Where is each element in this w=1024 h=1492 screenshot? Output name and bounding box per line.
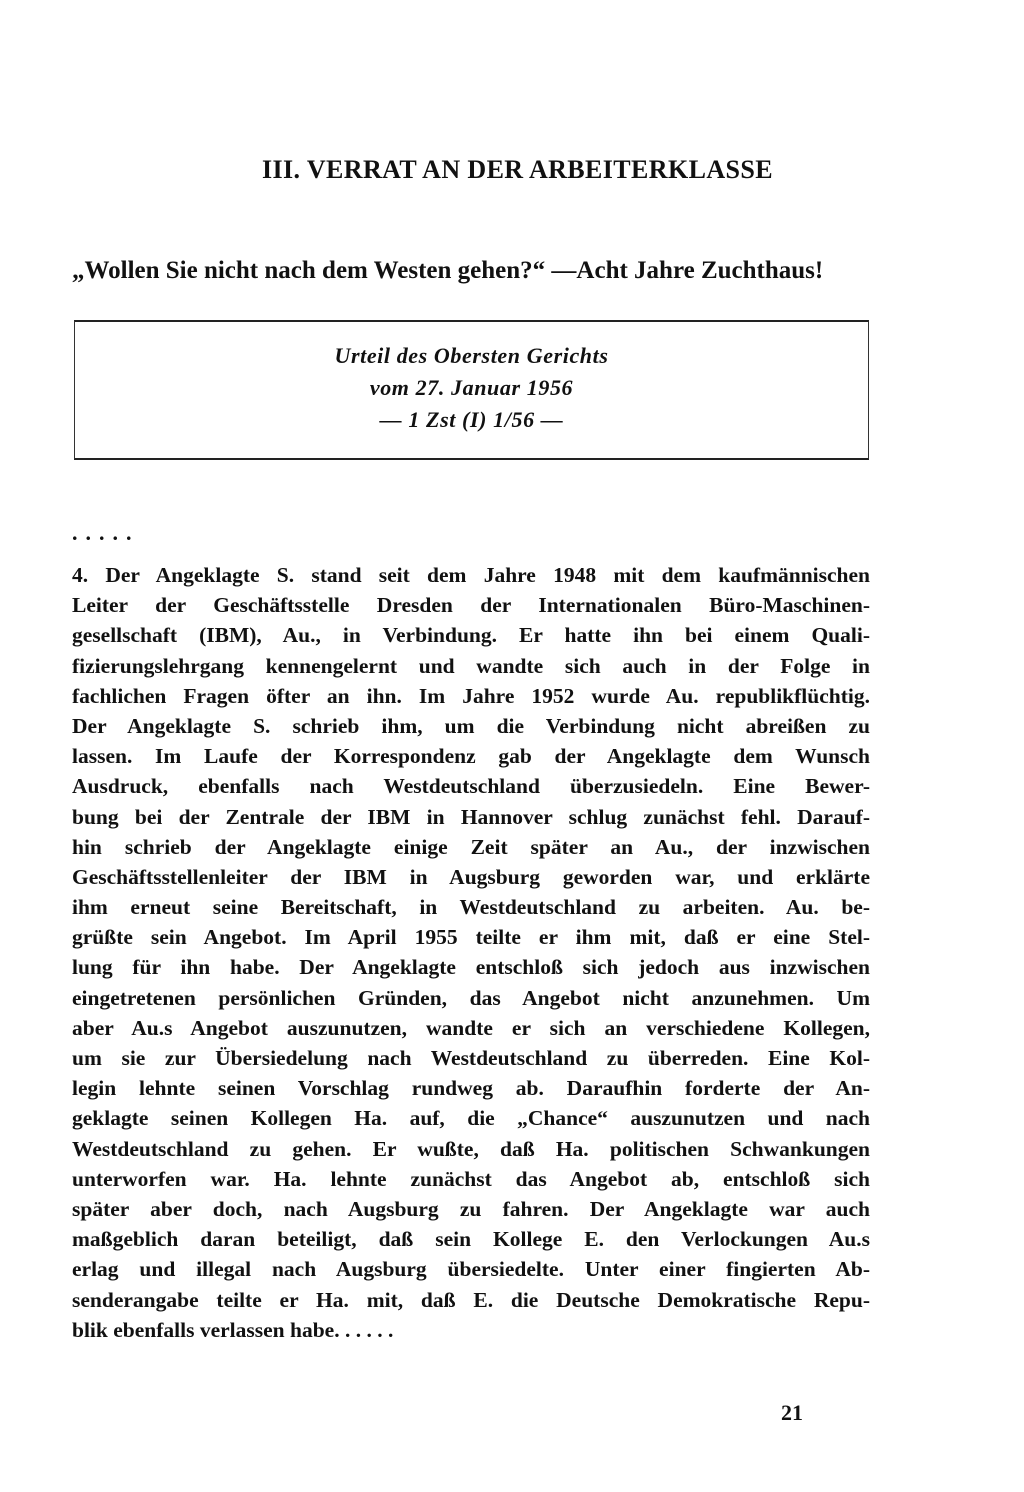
judgment-case-number: — 1 Zst (I) 1/56 — bbox=[379, 407, 564, 432]
body-line: Leiter der Geschäftsstelle Dresden der Internationalen Büro-Maschinen- bbox=[72, 593, 870, 618]
body-line: Westdeutschland zu gehen. Er wußte, daß Ha. politischen Schwankungen bbox=[72, 1136, 870, 1161]
body-line: unterworfen war. Ha. lehnte zunächst das Angebot ab, entschloß sich bbox=[72, 1166, 870, 1191]
judgment-box bbox=[74, 320, 869, 460]
judgment-date: vom 27. Januar 1956 bbox=[369, 375, 574, 400]
body-line: lassen. Im Laufe der Korrespondenz gab der Angeklagte dem Wunsch bbox=[72, 744, 870, 769]
body-line: senderangabe teilte er Ha. mit, daß E. die Deutsche Demokratische Repu- bbox=[72, 1287, 870, 1312]
chapter-title: III. VERRAT AN DER ARBEITERKLASSE bbox=[262, 155, 773, 184]
body-line: später aber doch, nach Augsburg zu fahren. Der Angeklagte war auch bbox=[72, 1196, 870, 1221]
body-line: 4. Der Angeklagte S. stand seit dem Jahre 1948 mit dem kaufmännischen bbox=[72, 563, 870, 587]
body-text bbox=[72, 560, 870, 1345]
body-line: Der Angeklagte S. schrieb ihm, um die Verbindung nicht abreißen zu bbox=[72, 713, 870, 738]
body-line: Geschäftsstellenleiter der IBM in Augsburg geworden war, und erklärte bbox=[72, 864, 870, 889]
body-line: grüßte sein Angebot. Im April 1955 teilte er ihm mit, daß er eine Stel- bbox=[72, 925, 870, 950]
judgment-court: Urteil des Obersten Gerichts bbox=[334, 343, 609, 368]
omission-mark: ..... bbox=[72, 520, 140, 545]
body-line: Ausdruck, ebenfalls nach Westdeutschland überzusiedeln. Eine Bewer- bbox=[72, 774, 870, 799]
body-line: um sie zur Übersiedelung nach Westdeutschland zu überreden. Eine Kol- bbox=[72, 1046, 870, 1070]
body-line: blik ebenfalls verlassen habe. . . . . . bbox=[72, 1317, 394, 1342]
body-line: hin schrieb der Angeklagte einige Zeit später an Au., der inzwischen bbox=[72, 834, 870, 859]
body-line: maßgeblich daran beteiligt, daß sein Kollege E. den Verlockungen Au.s bbox=[72, 1227, 870, 1252]
body-line: ihm erneut seine Bereitschaft, in Westdeutschland zu arbeiten. Au. be- bbox=[72, 895, 870, 920]
body-line: legin lehnte seinen Vorschlag rundweg ab. Daraufhin forderte der An- bbox=[72, 1076, 870, 1101]
body-line: geklagte seinen Kollegen Ha. auf, die „Chance“ auszunutzen und nach bbox=[72, 1106, 870, 1131]
body-line: fachlichen Fragen öfter an ihn. Im Jahre 1952 wurde Au. republikflüchtig. bbox=[72, 683, 870, 708]
body-line: gesellschaft (IBM), Au., in Verbindung. Er hatte ihn bei einem Quali- bbox=[72, 623, 870, 648]
body-line: lung für ihn habe. Der Angeklagte entschloß sich jedoch aus inzwischen bbox=[72, 955, 870, 980]
body-line: erlag und illegal nach Augsburg übersiedelte. Unter einer fingierten Ab- bbox=[72, 1257, 870, 1282]
body-line: bung bei der Zentrale der IBM in Hannover schlug zunächst fehl. Darauf- bbox=[72, 804, 870, 829]
page-number: 21 bbox=[781, 1400, 803, 1425]
judgment-reference bbox=[75, 340, 868, 436]
body-line: fizierungslehrgang kennengelernt und wandte sich auch in der Folge in bbox=[72, 653, 870, 678]
body-line: eingetretenen persönlichen Gründen, das Angebot nicht anzunehmen. Um bbox=[72, 985, 870, 1010]
body-line: aber Au.s Angebot auszunutzen, wandte er sich an verschiedene Kollegen, bbox=[72, 1015, 870, 1040]
section-subtitle: „Wollen Sie nicht nach dem Westen gehen?“ —Acht Jahre Zuchthaus! bbox=[72, 257, 824, 284]
